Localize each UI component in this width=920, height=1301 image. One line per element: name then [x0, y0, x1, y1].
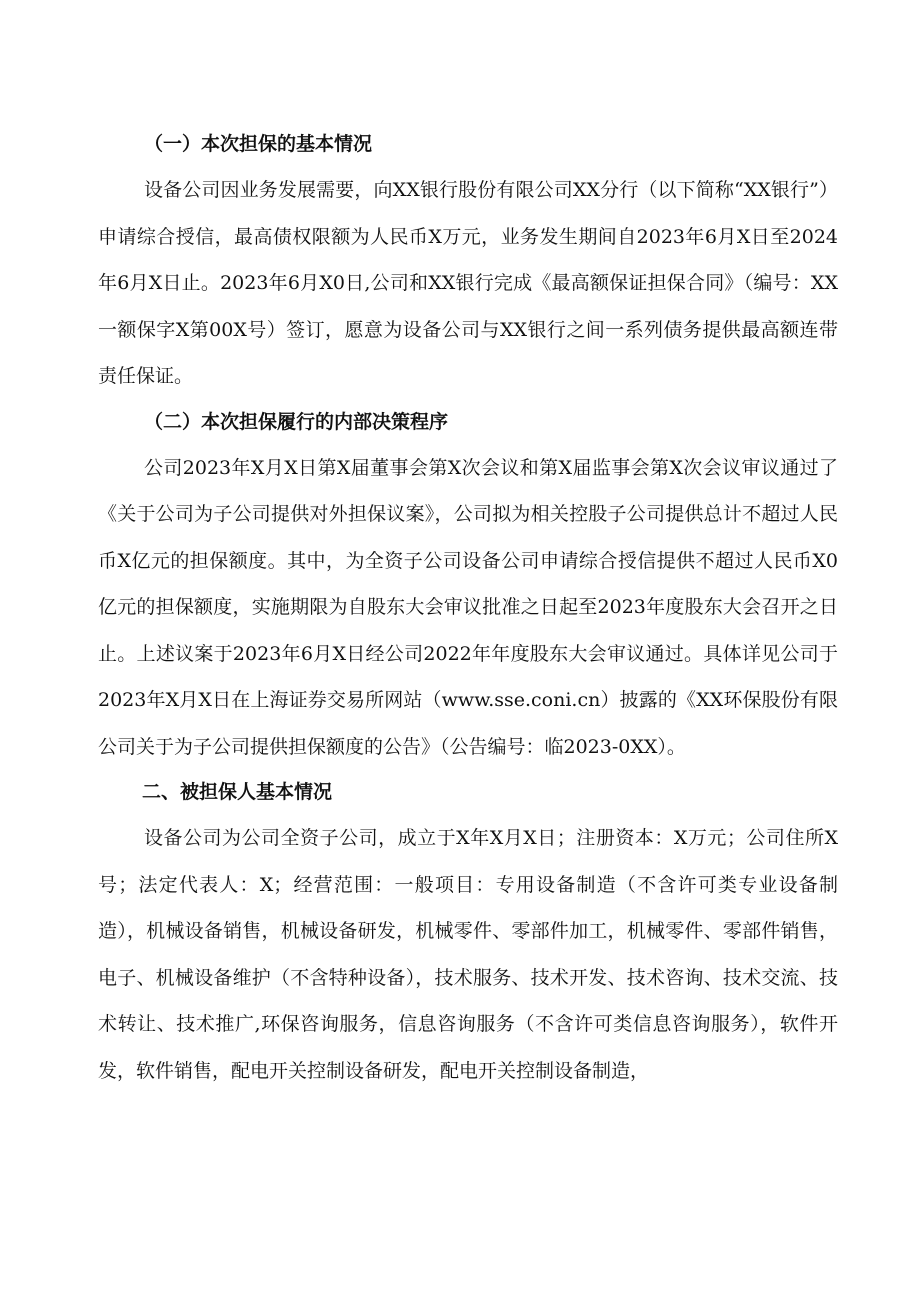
section-heading-guarantee-basics: （一）本次担保的基本情况	[144, 133, 373, 155]
paragraph-internal-procedure: 公司2023年X月X日第X届董事会第X次会议和第X届监事会第X次会议审议通过了《关于公司为子公司提供对外担保议案》，公司拟为相关控股子公司提供总计不超过人民币X亿元的担保额度。其中，为全资子公司设备公司申请综合授信提供不超过人民币X0亿元的担保额度，实施期限为自股东大会审议批准之日起至2023年度股东大会召开之日止。上述议案于2023年6月X日经公司2022年年度股东大会审议通过。具体详见公司于2023年X月X日在上海证券交易所网站（www.sse.coni.cn）披露的《XX环保股份有限公司关于为子公司提供担保额度的公告》（公告编号：临2023-0XX）。	[98, 456, 838, 758]
section-heading-internal-procedure: （二）本次担保履行的内部决策程序	[144, 410, 449, 433]
paragraph-guarantee-basics: 设备公司因业务发展需要，向XX银行股份有限公司XX分行（以下简称“XX银行”）申请综合授信，最高债权限额为人民币X万元，业务发生期间自2023年6月X日至2024年6月X日止。2023年6月X0日,公司和XX银行完成《最高额保证担保合同》（编号：XX一额保字X第00X号）签订，愿意为设备公司与XX银行之间一系列债务提供最高额连带责任保证。	[98, 179, 838, 387]
document-body	[98, 122, 838, 1094]
paragraph-guaranteed-party: 设备公司为公司全资子公司，成立于X年X月X日；注册资本：X万元；公司住所X号；法定代表人：X；经营范围：一般项目：专用设备制造（不含许可类专业设备制造），机械设备销售，机械设备研发，机械零件、零部件加工，机械零件、零部件销售，电子、机械设备维护（不含特种设备），技术服务、技术开发、技术咨询、技术交流、技术转让、技术推广,环保咨询服务，信息咨询服务（不含许可类信息咨询服务），软件开发，软件销售，配电开关控制设备研发，配电开关控制设备制造，	[98, 827, 838, 1082]
section-heading-guaranteed-party: 二、被担保人基本情况	[142, 781, 333, 803]
